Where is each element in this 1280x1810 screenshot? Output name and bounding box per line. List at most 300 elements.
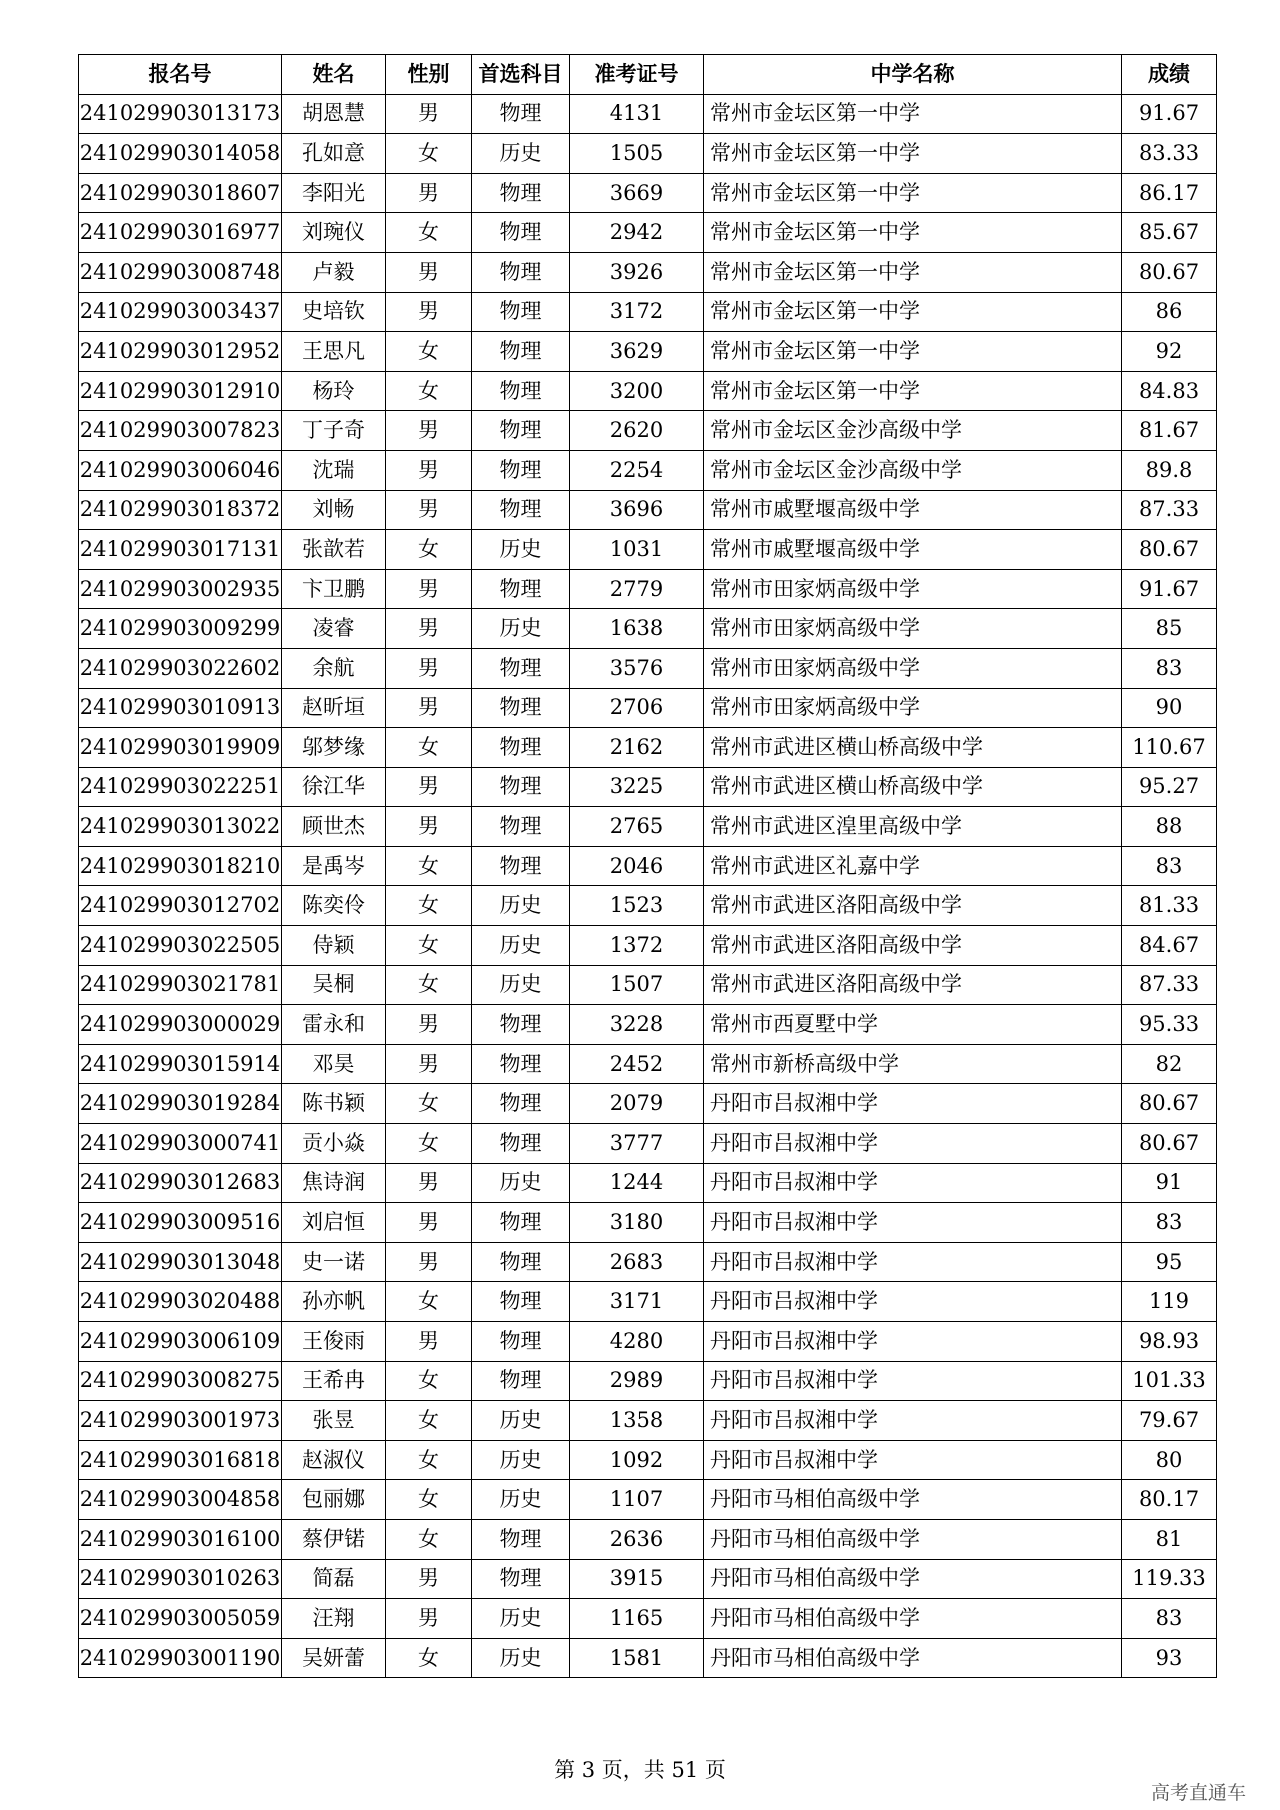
cell-gender: 女 <box>386 332 472 372</box>
cell-exam-no: 3172 <box>570 292 704 332</box>
cell-score: 91.67 <box>1122 569 1217 609</box>
cell-subject: 历史 <box>472 1440 570 1480</box>
cell-registration-no: 241029903018372 <box>79 490 282 530</box>
cell-name: 孙亦帆 <box>282 1282 386 1322</box>
cell-registration-no: 241029903012683 <box>79 1163 282 1203</box>
cell-exam-no: 3180 <box>570 1203 704 1243</box>
cell-name: 徐江华 <box>282 767 386 807</box>
cell-registration-no: 241029903007823 <box>79 411 282 451</box>
table-row <box>79 569 1217 609</box>
table-row <box>79 1242 1217 1282</box>
cell-registration-no: 241029903001973 <box>79 1401 282 1441</box>
cell-registration-no: 241029903005059 <box>79 1599 282 1639</box>
table-row <box>79 1559 1217 1599</box>
table-row <box>79 411 1217 451</box>
page-number: 第 3 页，共 51 页 <box>554 1758 726 1782</box>
cell-school: 丹阳市吕叔湘中学 <box>704 1361 1122 1401</box>
cell-score: 84.67 <box>1122 926 1217 966</box>
cell-score: 83 <box>1122 1599 1217 1639</box>
cell-registration-no: 241029903013022 <box>79 807 282 847</box>
cell-gender: 男 <box>386 767 472 807</box>
cell-gender: 男 <box>386 1559 472 1599</box>
cell-registration-no: 241029903018607 <box>79 173 282 213</box>
table-row <box>79 371 1217 411</box>
table-row <box>79 1440 1217 1480</box>
cell-gender: 男 <box>386 1044 472 1084</box>
table-row <box>79 965 1217 1005</box>
cell-exam-no: 1507 <box>570 965 704 1005</box>
cell-exam-no: 2942 <box>570 213 704 253</box>
cell-exam-no: 4131 <box>570 94 704 134</box>
cell-score: 80.67 <box>1122 1084 1217 1124</box>
table-body <box>79 94 1217 1678</box>
cell-gender: 男 <box>386 1242 472 1282</box>
cell-name: 是禹岑 <box>282 846 386 886</box>
cell-name: 赵昕垣 <box>282 688 386 728</box>
cell-score: 91 <box>1122 1163 1217 1203</box>
cell-subject: 物理 <box>472 688 570 728</box>
cell-subject: 历史 <box>472 1163 570 1203</box>
cell-subject: 物理 <box>472 1124 570 1164</box>
cell-exam-no: 1244 <box>570 1163 704 1203</box>
table-row <box>79 1084 1217 1124</box>
cell-exam-no: 2452 <box>570 1044 704 1084</box>
cell-school: 常州市戚墅堰高级中学 <box>704 530 1122 570</box>
cell-subject: 物理 <box>472 292 570 332</box>
cell-gender: 女 <box>386 1124 472 1164</box>
cell-score: 87.33 <box>1122 965 1217 1005</box>
cell-subject: 历史 <box>472 134 570 174</box>
cell-exam-no: 3576 <box>570 648 704 688</box>
cell-exam-no: 3669 <box>570 173 704 213</box>
table-header-row <box>79 55 1217 95</box>
table-row <box>79 886 1217 926</box>
cell-registration-no: 241029903010913 <box>79 688 282 728</box>
cell-exam-no: 2620 <box>570 411 704 451</box>
table-row <box>79 609 1217 649</box>
cell-score: 119.33 <box>1122 1559 1217 1599</box>
cell-school: 常州市田家炳高级中学 <box>704 648 1122 688</box>
cell-school: 丹阳市吕叔湘中学 <box>704 1163 1122 1203</box>
cell-score: 110.67 <box>1122 728 1217 768</box>
cell-gender: 女 <box>386 926 472 966</box>
cell-gender: 女 <box>386 1361 472 1401</box>
cell-name: 刘启恒 <box>282 1203 386 1243</box>
cell-registration-no: 241029903014058 <box>79 134 282 174</box>
cell-school: 常州市西夏墅中学 <box>704 1005 1122 1045</box>
cell-exam-no: 1358 <box>570 1401 704 1441</box>
table-row <box>79 173 1217 213</box>
table-row <box>79 490 1217 530</box>
cell-exam-no: 4280 <box>570 1322 704 1362</box>
cell-name: 王俊雨 <box>282 1322 386 1362</box>
cell-subject: 物理 <box>472 490 570 530</box>
cell-subject: 物理 <box>472 450 570 490</box>
cell-name: 胡恩慧 <box>282 94 386 134</box>
cell-name: 顾世杰 <box>282 807 386 847</box>
cell-subject: 物理 <box>472 767 570 807</box>
table-row <box>79 1203 1217 1243</box>
cell-gender: 女 <box>386 965 472 1005</box>
cell-name: 丁子奇 <box>282 411 386 451</box>
cell-exam-no: 3228 <box>570 1005 704 1045</box>
cell-exam-no: 2254 <box>570 450 704 490</box>
cell-subject: 历史 <box>472 1480 570 1520</box>
cell-registration-no: 241029903013048 <box>79 1242 282 1282</box>
cell-gender: 女 <box>386 728 472 768</box>
cell-registration-no: 241029903022602 <box>79 648 282 688</box>
cell-subject: 物理 <box>472 1559 570 1599</box>
cell-name: 杨玲 <box>282 371 386 411</box>
cell-name: 张昱 <box>282 1401 386 1441</box>
cell-subject: 历史 <box>472 965 570 1005</box>
cell-subject: 物理 <box>472 807 570 847</box>
cell-name: 雷永和 <box>282 1005 386 1045</box>
table-row <box>79 807 1217 847</box>
cell-score: 83 <box>1122 846 1217 886</box>
cell-name: 焦诗润 <box>282 1163 386 1203</box>
cell-score: 83 <box>1122 1203 1217 1243</box>
cell-name: 简磊 <box>282 1559 386 1599</box>
cell-name: 邓昊 <box>282 1044 386 1084</box>
cell-school: 丹阳市吕叔湘中学 <box>704 1440 1122 1480</box>
cell-exam-no: 3171 <box>570 1282 704 1322</box>
cell-gender: 男 <box>386 569 472 609</box>
table-row <box>79 846 1217 886</box>
cell-score: 90 <box>1122 688 1217 728</box>
cell-school: 常州市武进区横山桥高级中学 <box>704 767 1122 807</box>
cell-gender: 男 <box>386 1163 472 1203</box>
cell-exam-no: 1165 <box>570 1599 704 1639</box>
table-row <box>79 1599 1217 1639</box>
cell-school: 丹阳市马相伯高级中学 <box>704 1638 1122 1678</box>
cell-gender: 男 <box>386 173 472 213</box>
cell-gender: 女 <box>386 371 472 411</box>
cell-registration-no: 241029903002935 <box>79 569 282 609</box>
cell-school: 丹阳市马相伯高级中学 <box>704 1519 1122 1559</box>
cell-school: 常州市金坛区第一中学 <box>704 173 1122 213</box>
cell-exam-no: 1523 <box>570 886 704 926</box>
cell-registration-no: 241029903021781 <box>79 965 282 1005</box>
cell-registration-no: 241029903009299 <box>79 609 282 649</box>
cell-school: 常州市武进区横山桥高级中学 <box>704 728 1122 768</box>
cell-registration-no: 241029903019284 <box>79 1084 282 1124</box>
cell-registration-no: 241029903006046 <box>79 450 282 490</box>
cell-score: 93 <box>1122 1638 1217 1678</box>
cell-school: 丹阳市马相伯高级中学 <box>704 1599 1122 1639</box>
cell-registration-no: 241029903012702 <box>79 886 282 926</box>
cell-name: 王希冉 <box>282 1361 386 1401</box>
cell-name: 包丽娜 <box>282 1480 386 1520</box>
cell-score: 119 <box>1122 1282 1217 1322</box>
watermark-text: 高考直通车 <box>1150 1782 1246 1804</box>
cell-school: 常州市金坛区第一中学 <box>704 292 1122 332</box>
cell-registration-no: 241029903003437 <box>79 292 282 332</box>
cell-gender: 男 <box>386 648 472 688</box>
cell-school: 常州市金坛区第一中学 <box>704 332 1122 372</box>
cell-gender: 女 <box>386 1480 472 1520</box>
cell-exam-no: 1107 <box>570 1480 704 1520</box>
cell-gender: 男 <box>386 411 472 451</box>
cell-subject: 物理 <box>472 1322 570 1362</box>
cell-gender: 女 <box>386 1440 472 1480</box>
cell-school: 丹阳市吕叔湘中学 <box>704 1124 1122 1164</box>
cell-score: 83 <box>1122 648 1217 688</box>
cell-gender: 男 <box>386 292 472 332</box>
cell-subject: 历史 <box>472 609 570 649</box>
cell-score: 81.33 <box>1122 886 1217 926</box>
cell-score: 95 <box>1122 1242 1217 1282</box>
table-row <box>79 728 1217 768</box>
cell-subject: 物理 <box>472 94 570 134</box>
table-row <box>79 648 1217 688</box>
cell-exam-no: 1372 <box>570 926 704 966</box>
cell-name: 陈书颖 <box>282 1084 386 1124</box>
header-name: 姓名 <box>282 55 386 95</box>
cell-gender: 女 <box>386 1084 472 1124</box>
cell-school: 常州市金坛区第一中学 <box>704 94 1122 134</box>
cell-gender: 女 <box>386 213 472 253</box>
header-subject: 首选科目 <box>472 55 570 95</box>
cell-subject: 物理 <box>472 1519 570 1559</box>
cell-school: 丹阳市吕叔湘中学 <box>704 1084 1122 1124</box>
cell-school: 常州市田家炳高级中学 <box>704 569 1122 609</box>
cell-registration-no: 241029903018210 <box>79 846 282 886</box>
table-row <box>79 213 1217 253</box>
cell-name: 贡小焱 <box>282 1124 386 1164</box>
cell-score: 79.67 <box>1122 1401 1217 1441</box>
cell-score: 95.33 <box>1122 1005 1217 1045</box>
table-row <box>79 530 1217 570</box>
cell-name: 吴妍蕾 <box>282 1638 386 1678</box>
cell-school: 常州市金坛区第一中学 <box>704 213 1122 253</box>
cell-gender: 男 <box>386 252 472 292</box>
cell-gender: 男 <box>386 450 472 490</box>
cell-score: 98.93 <box>1122 1322 1217 1362</box>
table-row <box>79 1638 1217 1678</box>
cell-school: 常州市金坛区金沙高级中学 <box>704 411 1122 451</box>
table-row <box>79 688 1217 728</box>
cell-school: 丹阳市吕叔湘中学 <box>704 1401 1122 1441</box>
cell-gender: 男 <box>386 609 472 649</box>
cell-registration-no: 241029903001190 <box>79 1638 282 1678</box>
cell-gender: 女 <box>386 1638 472 1678</box>
cell-score: 86.17 <box>1122 173 1217 213</box>
cell-gender: 男 <box>386 1203 472 1243</box>
cell-exam-no: 2765 <box>570 807 704 847</box>
header-score: 成绩 <box>1122 55 1217 95</box>
cell-exam-no: 2706 <box>570 688 704 728</box>
cell-name: 史一诺 <box>282 1242 386 1282</box>
cell-gender: 女 <box>386 1519 472 1559</box>
cell-score: 82 <box>1122 1044 1217 1084</box>
cell-score: 87.33 <box>1122 490 1217 530</box>
cell-school: 常州市金坛区第一中学 <box>704 134 1122 174</box>
cell-registration-no: 241029903009516 <box>79 1203 282 1243</box>
cell-subject: 物理 <box>472 1282 570 1322</box>
cell-exam-no: 2046 <box>570 846 704 886</box>
table-row <box>79 1519 1217 1559</box>
cell-score: 85.67 <box>1122 213 1217 253</box>
cell-subject: 物理 <box>472 1005 570 1045</box>
cell-subject: 物理 <box>472 173 570 213</box>
cell-exam-no: 3777 <box>570 1124 704 1164</box>
cell-school: 常州市金坛区第一中学 <box>704 252 1122 292</box>
cell-name: 刘琬仪 <box>282 213 386 253</box>
cell-exam-no: 3696 <box>570 490 704 530</box>
cell-subject: 历史 <box>472 1638 570 1678</box>
cell-subject: 物理 <box>472 1084 570 1124</box>
cell-exam-no: 3225 <box>570 767 704 807</box>
cell-score: 84.83 <box>1122 371 1217 411</box>
header-school: 中学名称 <box>704 55 1122 95</box>
cell-subject: 物理 <box>472 371 570 411</box>
table-row <box>79 1361 1217 1401</box>
cell-registration-no: 241029903016977 <box>79 213 282 253</box>
cell-gender: 女 <box>386 530 472 570</box>
cell-school: 常州市武进区洛阳高级中学 <box>704 926 1122 966</box>
cell-subject: 物理 <box>472 252 570 292</box>
table-row <box>79 1282 1217 1322</box>
cell-registration-no: 241029903015914 <box>79 1044 282 1084</box>
cell-score: 80 <box>1122 1440 1217 1480</box>
cell-school: 丹阳市马相伯高级中学 <box>704 1559 1122 1599</box>
cell-gender: 男 <box>386 94 472 134</box>
cell-school: 常州市田家炳高级中学 <box>704 609 1122 649</box>
table-row <box>79 1044 1217 1084</box>
cell-school: 常州市武进区湟里高级中学 <box>704 807 1122 847</box>
cell-school: 常州市金坛区第一中学 <box>704 371 1122 411</box>
cell-score: 101.33 <box>1122 1361 1217 1401</box>
table-row <box>79 252 1217 292</box>
cell-name: 凌睿 <box>282 609 386 649</box>
cell-exam-no: 2989 <box>570 1361 704 1401</box>
cell-subject: 历史 <box>472 886 570 926</box>
cell-exam-no: 3629 <box>570 332 704 372</box>
cell-school: 丹阳市吕叔湘中学 <box>704 1322 1122 1362</box>
header-gender: 性别 <box>386 55 472 95</box>
cell-registration-no: 241029903004858 <box>79 1480 282 1520</box>
cell-subject: 物理 <box>472 1361 570 1401</box>
cell-school: 常州市武进区洛阳高级中学 <box>704 886 1122 926</box>
table-row <box>79 1124 1217 1164</box>
cell-exam-no: 1505 <box>570 134 704 174</box>
cell-gender: 女 <box>386 1282 472 1322</box>
cell-registration-no: 241029903017131 <box>79 530 282 570</box>
cell-subject: 物理 <box>472 728 570 768</box>
cell-score: 95.27 <box>1122 767 1217 807</box>
table-row <box>79 134 1217 174</box>
cell-registration-no: 241029903016100 <box>79 1519 282 1559</box>
cell-gender: 男 <box>386 1599 472 1639</box>
cell-name: 吴桐 <box>282 965 386 1005</box>
cell-school: 丹阳市马相伯高级中学 <box>704 1480 1122 1520</box>
cell-school: 常州市武进区洛阳高级中学 <box>704 965 1122 1005</box>
cell-gender: 男 <box>386 1322 472 1362</box>
table-row <box>79 1163 1217 1203</box>
cell-exam-no: 3200 <box>570 371 704 411</box>
cell-gender: 男 <box>386 688 472 728</box>
cell-score: 80.67 <box>1122 1124 1217 1164</box>
cell-name: 卞卫鹏 <box>282 569 386 609</box>
table-row <box>79 1322 1217 1362</box>
cell-registration-no: 241029903000741 <box>79 1124 282 1164</box>
cell-name: 沈瑞 <box>282 450 386 490</box>
cell-score: 86 <box>1122 292 1217 332</box>
cell-registration-no: 241029903006109 <box>79 1322 282 1362</box>
cell-name: 王思凡 <box>282 332 386 372</box>
cell-subject: 历史 <box>472 1599 570 1639</box>
cell-score: 88 <box>1122 807 1217 847</box>
cell-score: 91.67 <box>1122 94 1217 134</box>
results-table <box>78 54 1217 1678</box>
cell-registration-no: 241029903008748 <box>79 252 282 292</box>
cell-subject: 物理 <box>472 1044 570 1084</box>
cell-exam-no: 2683 <box>570 1242 704 1282</box>
cell-score: 83.33 <box>1122 134 1217 174</box>
table-row <box>79 1480 1217 1520</box>
cell-score: 85 <box>1122 609 1217 649</box>
cell-name: 赵淑仪 <box>282 1440 386 1480</box>
cell-subject: 物理 <box>472 411 570 451</box>
cell-registration-no: 241029903013173 <box>79 94 282 134</box>
cell-registration-no: 241029903016818 <box>79 1440 282 1480</box>
cell-school: 常州市武进区礼嘉中学 <box>704 846 1122 886</box>
cell-name: 侍颖 <box>282 926 386 966</box>
cell-gender: 女 <box>386 1401 472 1441</box>
cell-registration-no: 241029903020488 <box>79 1282 282 1322</box>
cell-subject: 历史 <box>472 530 570 570</box>
table-row <box>79 292 1217 332</box>
cell-subject: 物理 <box>472 1203 570 1243</box>
cell-exam-no: 1638 <box>570 609 704 649</box>
cell-registration-no: 241029903000029 <box>79 1005 282 1045</box>
table-row <box>79 1401 1217 1441</box>
cell-name: 卢毅 <box>282 252 386 292</box>
cell-school: 丹阳市吕叔湘中学 <box>704 1242 1122 1282</box>
cell-score: 80.67 <box>1122 252 1217 292</box>
cell-name: 张歆若 <box>282 530 386 570</box>
cell-gender: 女 <box>386 886 472 926</box>
cell-subject: 历史 <box>472 926 570 966</box>
cell-gender: 男 <box>386 490 472 530</box>
cell-registration-no: 241029903019909 <box>79 728 282 768</box>
cell-school: 常州市田家炳高级中学 <box>704 688 1122 728</box>
cell-name: 孔如意 <box>282 134 386 174</box>
cell-registration-no: 241029903012952 <box>79 332 282 372</box>
cell-registration-no: 241029903022251 <box>79 767 282 807</box>
table-row <box>79 450 1217 490</box>
cell-exam-no: 1092 <box>570 1440 704 1480</box>
cell-score: 81 <box>1122 1519 1217 1559</box>
table-row <box>79 767 1217 807</box>
cell-registration-no: 241029903022505 <box>79 926 282 966</box>
cell-exam-no: 1031 <box>570 530 704 570</box>
cell-gender: 男 <box>386 807 472 847</box>
cell-exam-no: 2162 <box>570 728 704 768</box>
cell-name: 刘畅 <box>282 490 386 530</box>
cell-exam-no: 2636 <box>570 1519 704 1559</box>
cell-exam-no: 2779 <box>570 569 704 609</box>
cell-exam-no: 3915 <box>570 1559 704 1599</box>
cell-subject: 物理 <box>472 569 570 609</box>
cell-gender: 男 <box>386 1005 472 1045</box>
cell-subject: 物理 <box>472 213 570 253</box>
cell-name: 陈奕伶 <box>282 886 386 926</box>
cell-exam-no: 3926 <box>570 252 704 292</box>
cell-school: 常州市新桥高级中学 <box>704 1044 1122 1084</box>
cell-subject: 物理 <box>472 1242 570 1282</box>
